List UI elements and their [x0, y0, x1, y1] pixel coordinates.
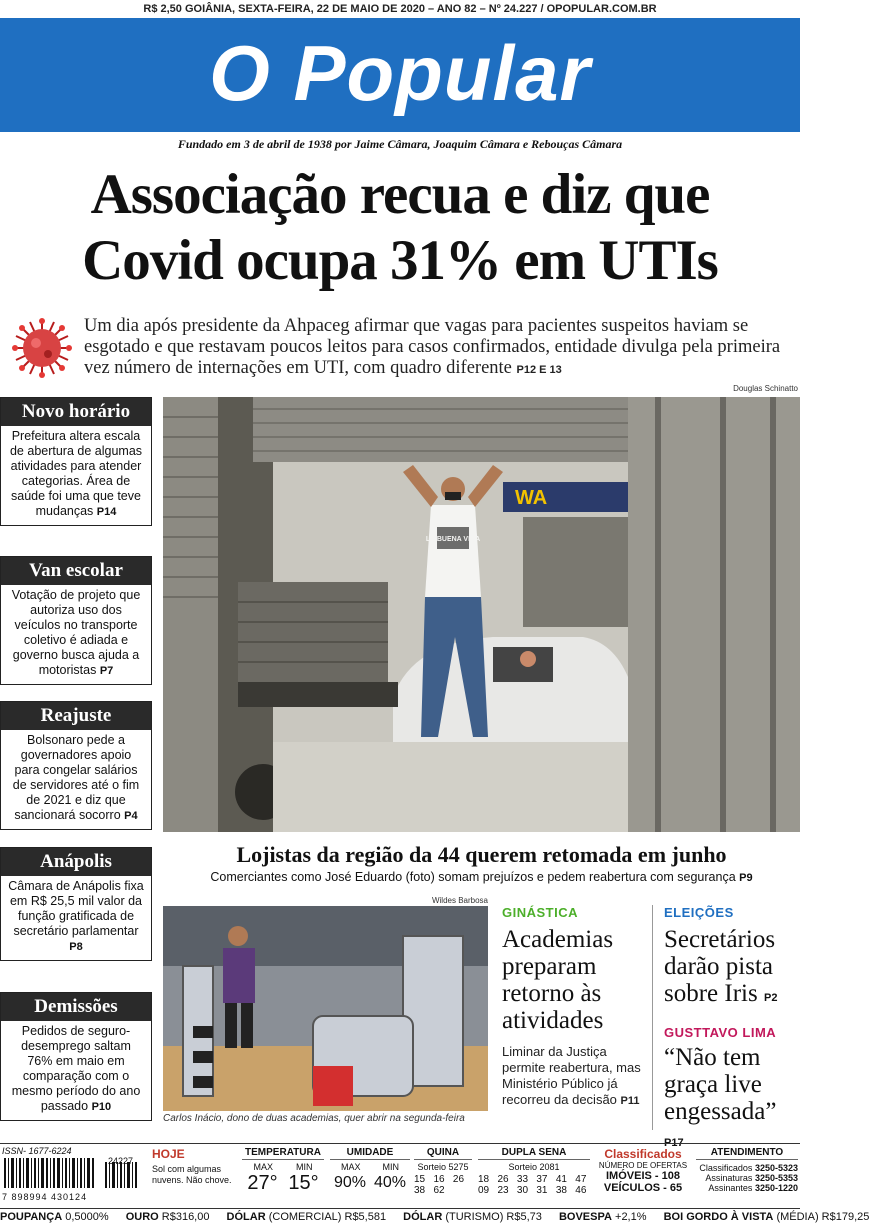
classifieds-panel[interactable]: Classificados NÚMERO DE OFERTAS IMÓVEIS - 108 VEÍCULOS - 65 [596, 1147, 690, 1194]
ginastica-kicker: GINÁSTICA [502, 905, 578, 920]
ticker-item: DÓLAR (TURISMO) R$5,73 [403, 1211, 542, 1223]
storefront-sign: WA [515, 487, 548, 509]
today-label: HOJE [152, 1147, 185, 1161]
sidebar-box-reajuste[interactable] [0, 701, 152, 830]
story-eleicoes[interactable] [664, 905, 798, 1012]
ticker-item: POUPANÇA 0,5000% [0, 1211, 109, 1223]
sidebar-box-title: Reajuste [1, 702, 151, 730]
deck-text: Um dia após presidente da Ahpaceg afirmar que vagas para pacientes suspeitos haviam se esgotado e que restavam poucos leitos para casos confirmados, entidade divulga pela primeira vez número de internações em UTI, com quadro diferente [84, 316, 781, 378]
dateline: R$ 2,50 GOIÂNIA, SEXTA-FEIRA, 22 DE MAIO DE 2020 – ANO 82 – Nº 24.227 / OPOPULAR.COM.BR [143, 3, 657, 15]
sidebar-box-body: Câmara de Anápolis fixa em R$ 25,5 mil valor da função gratificada de secretário parlamentar P8 [8, 879, 144, 953]
sidebar-box-demissoes[interactable] [0, 992, 152, 1121]
story-lojistas-headline: Lojistas da região da 44 querem retomada em junho [236, 842, 727, 867]
temperature-panel: TEMPERATURA MAX MIN 27° 15° [242, 1147, 324, 1195]
newspaper-logo[interactable]: O Popular [209, 29, 591, 117]
quina-panel: QUINA Sorteio 5275 15 16 26 38 62 [414, 1147, 472, 1196]
dupla-sena-panel: DUPLA SENA Sorteio 2081 18 26 33 37 41 47 09 23 30 31 38 46 [478, 1147, 590, 1196]
today-forecast: Sol com algumas nuvens. Não chove. [152, 1164, 232, 1185]
story-gusttavo-lima[interactable] [664, 1025, 798, 1157]
humidity-panel: UMIDADE MAX MIN 90% 40% [330, 1147, 410, 1192]
sidebar-box-novo-horario[interactable] [0, 397, 152, 526]
humidity-label: UMIDADE [330, 1147, 410, 1160]
story-lojistas-sub: Comerciantes como José Eduardo (foto) somam prejuízos e pedem reabertura com segurança P9 [210, 870, 753, 884]
main-photo[interactable] [163, 397, 800, 832]
ticker-item: OURO R$316,00 [125, 1211, 210, 1223]
story-ginastica[interactable] [502, 905, 642, 1109]
photo-credit: Douglas Schinatto [733, 384, 798, 393]
sidebar-box-anapolis[interactable] [0, 847, 152, 961]
footer-info-bar [0, 1143, 800, 1209]
ticker-item: DÓLAR (COMERCIAL) R$5,581 [226, 1211, 387, 1223]
coronavirus-icon [12, 318, 72, 378]
sidebar-box-body: Pedidos de seguro-desemprego saltam 76% em maio em comparação com o mesmo período do ano passado P10 [11, 1024, 141, 1113]
shirt-print: LA BUENA VIDA [425, 536, 481, 543]
temperature-min: 15° [288, 1172, 319, 1194]
headline-deck [84, 316, 796, 381]
eleicoes-kicker: ELEIÇÕES [664, 905, 734, 920]
gusttavo-headline: “Não tem graça live engessada” P17 [664, 1044, 777, 1149]
quina-label: QUINA [414, 1147, 472, 1160]
sidebar-box-body: Bolsonaro pede a governadores apoio para congelar salários de servidores até o fim de 2021 e diz que sancionará socorro P4 [12, 733, 140, 822]
main-headline[interactable] [10, 162, 790, 294]
classifieds-label: Classificados [604, 1147, 682, 1161]
sidebar-box-body: Votação de projeto que autoriza uso dos veículos no transporte coletivo é adiada e governo busca ajuda a motoristas P7 [11, 588, 141, 677]
market-ticker [0, 1208, 870, 1226]
sidebar-box-title: Novo horário [1, 398, 151, 426]
gym-photo[interactable] [163, 906, 488, 1111]
sidebar-box-title: Demissões [1, 993, 151, 1021]
contact-label: ATENDIMENTO [696, 1147, 798, 1160]
deck-page-ref[interactable]: P12 E 13 [516, 364, 562, 376]
ticker-item: BOVESPA +2,1% [558, 1211, 647, 1223]
gym-photo-credit: Wildes Barbosa [431, 896, 488, 905]
temperature-max: 27° [247, 1172, 278, 1194]
barcode-number: 7 898994 430124 [2, 1192, 88, 1202]
humidity-max: 90% [333, 1174, 367, 1191]
contact-panel: ATENDIMENTO Classificados 3250-5323 Assinaturas 3250-5353 Assinantes 3250-1220 [696, 1147, 798, 1193]
column-divider [652, 905, 653, 1130]
gym-photo-caption: Carlos Inácio, dono de duas academias, quer abrir na segunda-feira [163, 1113, 465, 1124]
ginastica-headline: Academias preparam retorno às atividades [502, 926, 614, 1034]
story-lojistas[interactable] [163, 842, 800, 884]
temperature-label: TEMPERATURA [242, 1147, 324, 1160]
sidebar-box-body: Prefeitura altera escala de abertura de algumas atividades para atender categorias. Área de saúde foi uma que teve mudanças P14 [9, 429, 143, 518]
headline-line-1: Associação recua e diz que [90, 163, 710, 226]
weather-today [152, 1147, 234, 1186]
headline-line-2: Covid ocupa 31% em UTIs [82, 229, 718, 292]
barcode-suffix: 24227 [108, 1156, 134, 1166]
ticker-item: BOI GORDO À VISTA (MÉDIA) R$179,25 [663, 1211, 870, 1223]
gusttavo-kicker: GUSTTAVO LIMA [664, 1025, 777, 1040]
eleicoes-headline: Secretários darão pista sobre Iris P2 [664, 926, 778, 1007]
sidebar-box-van-escolar[interactable] [0, 556, 152, 685]
sidebar-box-title: Van escolar [1, 557, 151, 585]
founded-line: Fundado em 3 de abril de 1938 por Jaime Câmara, Joaquim Câmara e Rebouças Câmara [177, 137, 623, 151]
ginastica-text: Liminar da Justiça permite reabertura, mas Ministério Público já recorreu da decisão P11 [502, 1044, 641, 1107]
issn: ISSN- 1677-6224 [2, 1146, 72, 1156]
dupla-sena-label: DUPLA SENA [478, 1147, 590, 1160]
humidity-min: 40% [373, 1174, 407, 1191]
sidebar-box-title: Anápolis [1, 848, 151, 876]
